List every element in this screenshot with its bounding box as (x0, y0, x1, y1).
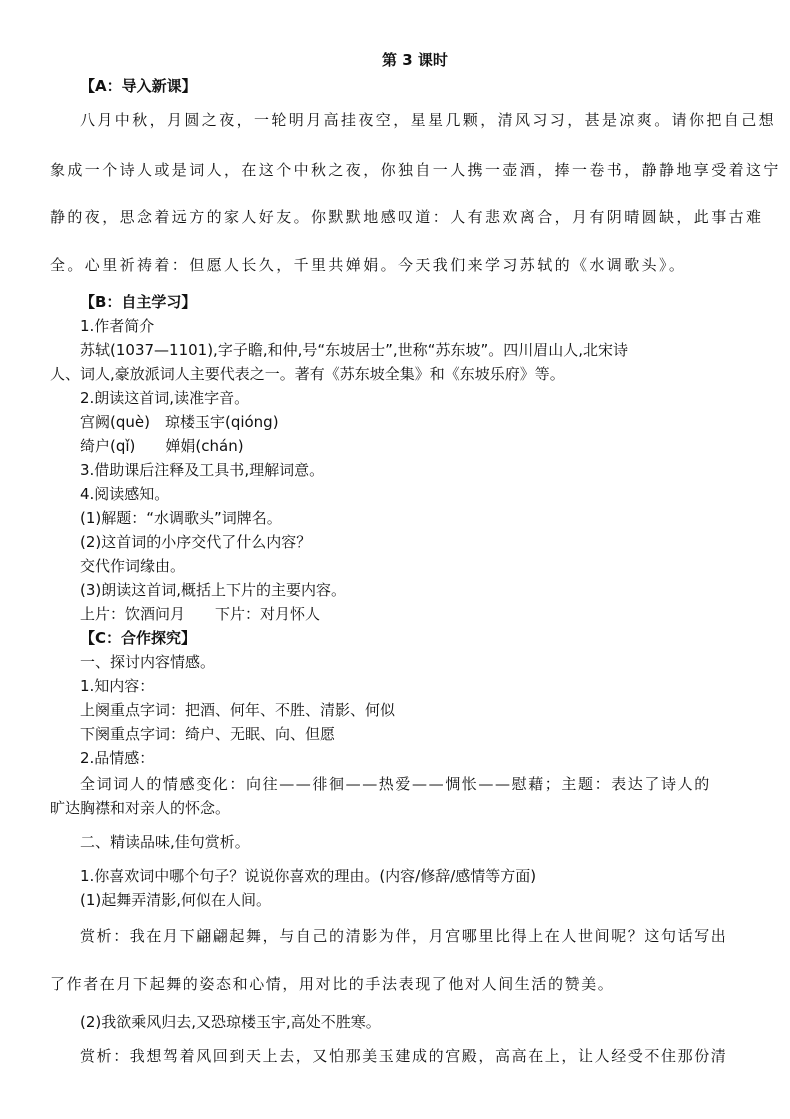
answer-line: 全词词人的情感变化：向往——徘徊——热爱——惆怅——慰藉；主题：表达了诗人的 (80, 775, 711, 793)
analysis-line: 了作者在月下起舞的姿态和心情，用对比的手法表现了他对人间生活的赞美。 (50, 975, 615, 993)
answer-line: 上片：饮酒问月 下片：对月怀人 (80, 605, 321, 623)
list-item: 2.品情感： (80, 749, 155, 767)
answer-line: 旷达胸襟和对亲人的怀念。 (50, 799, 231, 817)
list-item: 1.你喜欢词中哪个句子？说说你喜欢的理由。(内容/修辞/感情等方面) (80, 867, 537, 885)
paragraph-line: 人、词人,豪放派词人主要代表之一。著有《苏东坡全集》和《东坡乐府》等。 (50, 365, 565, 383)
section-c-heading: 【C：合作探究】 (80, 629, 197, 647)
paragraph-line: 苏轼(1037—1101),字子瞻,和仲,号“东坡居士”,世称“苏东坡”。四川眉山人,北宋诗 (80, 341, 628, 359)
pronunciation-line: 宫阙(què) 琼楼玉宇(qióng) (80, 413, 279, 431)
list-item: 1.知内容： (80, 677, 155, 695)
list-item: (1)解题：“水调歌头”词牌名。 (80, 509, 282, 527)
list-item: 4.阅读感知。 (80, 485, 170, 503)
analysis-line: 赏析：我在月下翩翩起舞，与自己的清影为伴，月宫哪里比得上在人世间呢？这句话写出 (80, 927, 728, 945)
page-title: 第 3 课时 (382, 51, 448, 69)
analysis-line: 赏析：我想驾着风回到天上去，又怕那美玉建成的宫殿，高高在上，让人经受不住那份清 (80, 1047, 728, 1065)
list-item: (2)我欲乘风归去,又恐琼楼玉宇,高处不胜寒。 (80, 1013, 381, 1031)
subheading: 一、探讨内容情感。 (80, 653, 216, 671)
pronunciation-line: 绮户(qǐ) 婵娟(chán) (80, 437, 244, 455)
subheading: 二、精读品味,佳句赏析。 (80, 833, 250, 851)
section-b-heading: 【B：自主学习】 (80, 293, 197, 311)
paragraph-line: 静的夜，思念着远方的家人好友。你默默地感叹道：人有悲欢离合，月有阴晴圆缺，此事古难 (50, 208, 764, 226)
list-item: (1)起舞弄清影,何似在人间。 (80, 891, 272, 909)
paragraph-line: 八月中秋，月圆之夜，一轮明月高挂夜空，星星几颗，清风习习，甚是凉爽。请你把自己想 (80, 111, 777, 129)
list-item: 3.借助课后注释及工具书,理解词意。 (80, 461, 325, 479)
answer-line: 下阕重点字词：绮户、无眠、向、但愿 (80, 725, 336, 743)
answer-line: 上阕重点字词：把酒、何年、不胜、清影、何似 (80, 701, 396, 719)
list-item: (2)这首词的小序交代了什么内容？ (80, 533, 312, 551)
answer-line: 交代作词缘由。 (80, 557, 186, 575)
list-item: 2.朗读这首词,读准字音。 (80, 389, 250, 407)
list-item: (3)朗读这首词,概括上下片的主要内容。 (80, 581, 347, 599)
list-item: 1.作者简介 (80, 317, 155, 335)
paragraph-line: 全。心里祈祷着：但愿人长久，千里共婵娟。今天我们来学习苏轼的《水调歌头》。 (50, 256, 687, 274)
paragraph-line: 象成一个诗人或是词人，在这个中秋之夜，你独自一人携一壶酒，捧一卷书，静静地享受着这宁 (50, 161, 781, 179)
section-a-heading: 【A：导入新课】 (80, 77, 197, 95)
